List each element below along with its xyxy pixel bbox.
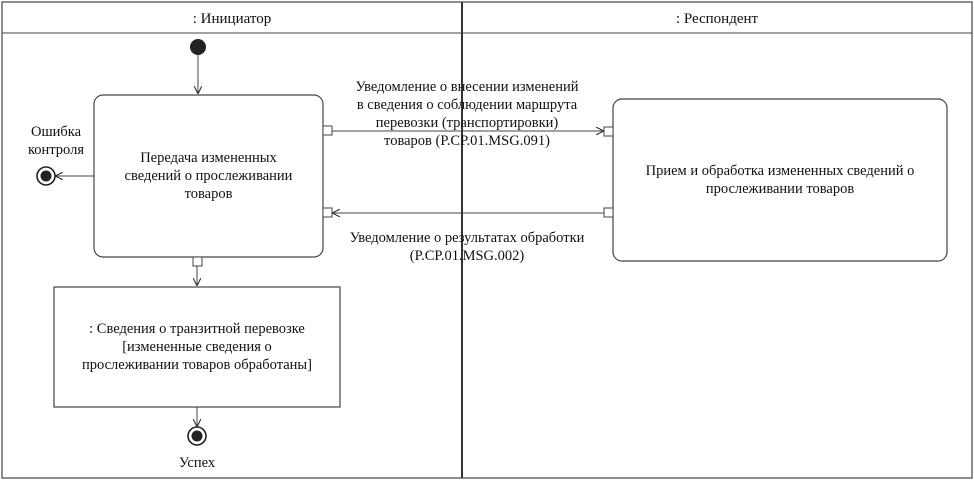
success-final-node-inner — [192, 431, 203, 442]
error-label: Ошибка контроля — [27, 124, 85, 158]
pin-out-object — [193, 257, 202, 266]
lane-title-respondent: : Респондент — [675, 11, 759, 27]
initial-node — [190, 39, 206, 55]
msg-002-label: Уведомление о результатах обработки (P.CP.01.MSG.002) — [349, 230, 585, 264]
pin-in-msg-002 — [323, 208, 332, 217]
lane-title-initiator: : Инициатор — [192, 11, 272, 27]
pin-out-msg-002 — [604, 208, 613, 217]
send-action-label: Передача измененных сведений о прослеживании товаров — [124, 150, 293, 202]
msg-091-label: Уведомление о внесении изменений в сведения о соблюдении маршрута перевозки (транспортировки) товаров (P.CP.01.MSG.091) — [355, 79, 579, 149]
receive-action-label: Прием и обработка измененных сведений о прослеживании товаров — [645, 163, 915, 197]
object-node-label: : Сведения о транзитной перевозке [измененные сведения о прослеживании товаров обработаны] — [82, 321, 312, 373]
error-final-node-inner — [41, 171, 52, 182]
success-label: Успех — [178, 455, 216, 471]
